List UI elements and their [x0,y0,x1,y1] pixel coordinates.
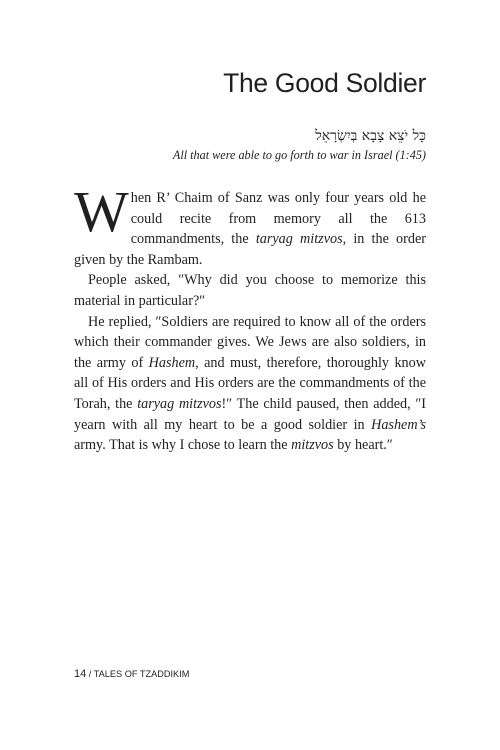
paragraph-1 [74,179,426,270]
story-text [74,179,427,456]
italic-term: Hashem [148,354,196,371]
chapter-title: The Good Soldier [223,68,426,98]
running-title: TALES OF TZADDIKIM [93,669,190,679]
footer-separator: / [86,669,94,679]
italic-term: taryag mitzvos [137,395,222,412]
verse-translation: All that were able to go forth to war in Israel (1:45) [172,148,426,162]
paragraph-2 [74,270,426,311]
page-number: 14 [74,668,87,680]
text-span: army. That is why I chose to learn the [74,437,292,454]
text-span: He replied, ″Soldiers are required to know all of the orders which their commander gives. We Jews are also soldiers, in the army of [74,313,426,371]
text-span: , and must, therefore, thoroughly know all of His orders and His orders are the commandments of the Torah, the [74,354,426,412]
page-footer [74,668,189,680]
text-span: People asked, ″Why did you choose to memorize this material in particular?″ [74,272,426,309]
paragraph-3 [74,312,426,456]
drop-cap: W [74,179,129,244]
text-span: hen R’ Chaim of Sanz was only four years old he could recite from memory all the 613 commandments, the [130,190,426,248]
italic-term: Hashem’s [371,416,426,433]
text-span: by heart.″ [333,437,393,454]
text-span: , in the order given by the Rambam. [74,231,426,268]
hebrew-verse: כָּל יֹצֵא צָבָא בְּיִשְׂרָאֵל [315,128,426,144]
text-span: !″ The child paused, then added, ″I yearn with all my heart to be a good soldier in [74,395,427,433]
italic-term: taryag mitzvos [255,231,343,248]
italic-term: mitzvos [291,437,334,454]
